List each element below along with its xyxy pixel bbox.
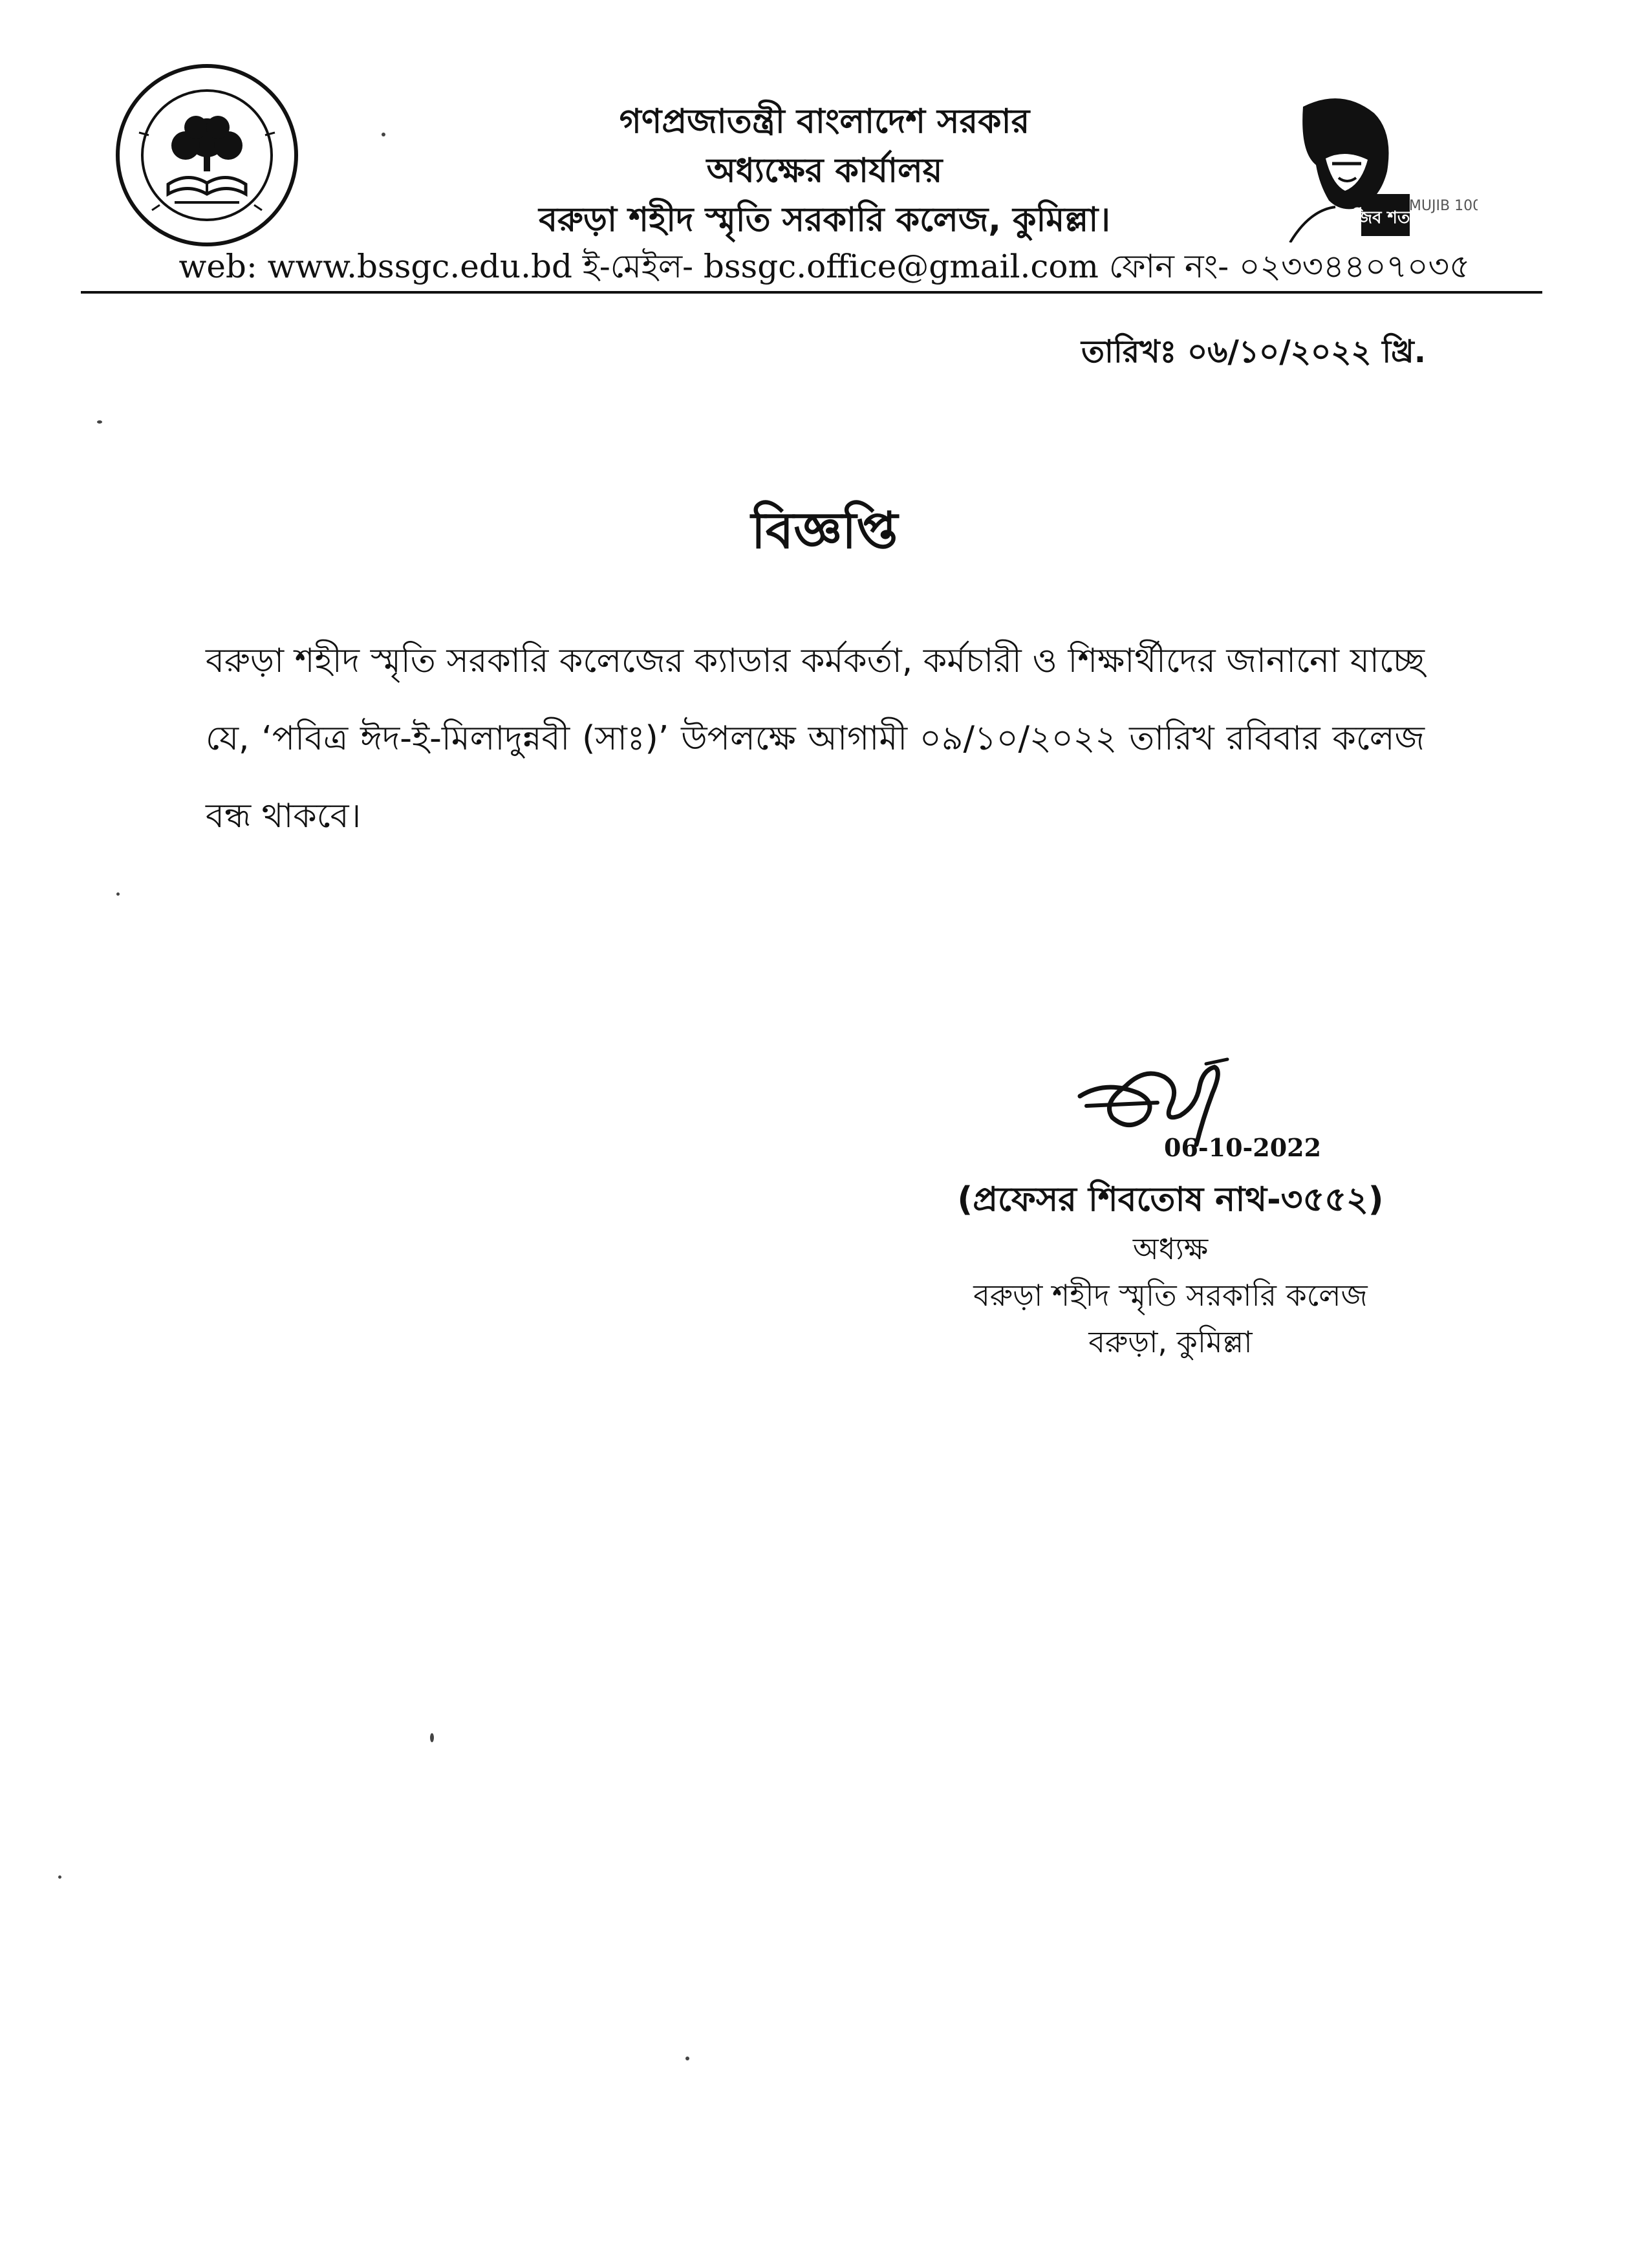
- scan-speck: [382, 133, 385, 136]
- scan-speck: [97, 420, 102, 424]
- badge-latin-text: MUJIB 100: [1408, 198, 1478, 214]
- letterhead: [388, 97, 1261, 244]
- government-name: গণপ্রজাতন্ত্রী বাংলাদেশ সরকার: [619, 102, 1030, 141]
- notice-body: বরুড়া শহীদ স্মৃতি সরকারি কলেজের ক্যাডার কর্মকর্তা, কর্মচারী ও শিক্ষার্থীদের জানানো যাচ্ছে যে, ‘পবিত্র ঈদ-ই-মিলাদুন্নবী (সাঃ)’ উপলক্ষে আগামী ০৯/১০/২০২২ তারিখ রবিবার কলেজ বন্ধ থাকবে।: [206, 642, 1425, 836]
- scan-speck: [116, 892, 120, 896]
- scan-speck: [58, 1875, 61, 1879]
- notice-title: বিজ্ঞপ্তি: [751, 502, 898, 560]
- signatory-block: [892, 1174, 1449, 1365]
- institution-name: বরুড়া শহীদ স্মৃতি সরকারি কলেজ, কুমিল্লা।: [539, 200, 1110, 239]
- signatory-institution: বরুড়া শহীদ স্মৃতি সরকারি কলেজ: [973, 1278, 1368, 1313]
- mujib-100-logo: [1264, 87, 1478, 243]
- signatory-name: (প্রফেসর শিবতোষ নাথ-৩৫৫২): [957, 1180, 1384, 1219]
- badge-bengali-text: মুজিব শতবর্ষ: [1342, 208, 1429, 228]
- scan-speck: [430, 1733, 434, 1742]
- contact-line: web: www.bssgc.edu.bd ই-মেইল- bssgc.office@gmail.com ফোন নং- ০২৩৩৪৪০৭০৩৫: [178, 248, 1471, 285]
- notice-date: তারিখঃ ০৬/১০/২০২২ খ্রি.: [1081, 334, 1426, 370]
- header-divider: [81, 291, 1542, 294]
- signature-date: 06-10-2022: [1164, 1133, 1322, 1162]
- scan-speck: [685, 2057, 689, 2060]
- college-logo: [113, 61, 301, 249]
- signatory-designation: অধ্যক্ষ: [1132, 1231, 1209, 1266]
- office-name: অধ্যক্ষের কার্যালয়: [706, 151, 943, 190]
- signatory-location: বরুড়া, কুমিল্লা: [1088, 1324, 1253, 1359]
